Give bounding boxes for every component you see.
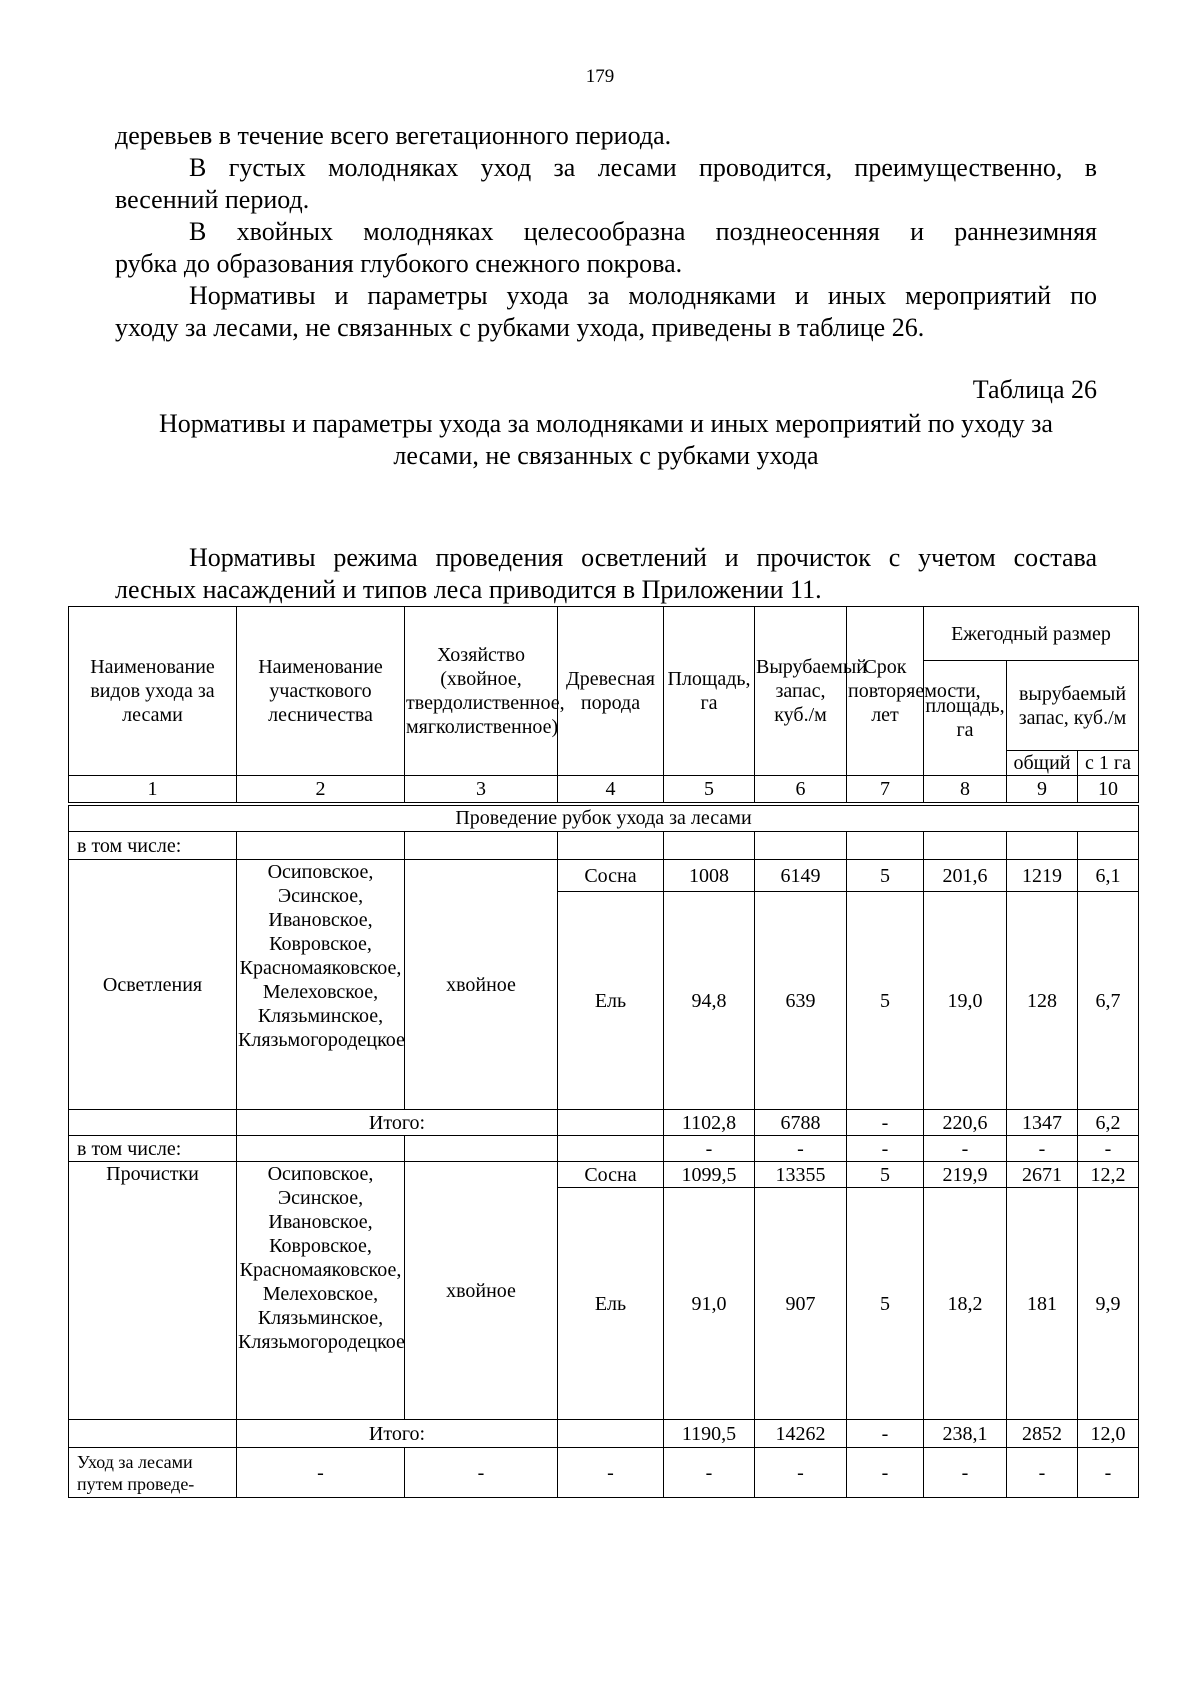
- total-annual-area: 238,1: [924, 1420, 1007, 1448]
- dash: -: [847, 1136, 924, 1162]
- header-annual-size: Ежегодный размер: [924, 607, 1139, 661]
- stock: 6149: [755, 860, 847, 892]
- dash: -: [755, 1448, 847, 1498]
- stock: 639: [755, 892, 847, 1110]
- species: Сосна: [558, 1162, 664, 1188]
- col-number: 4: [558, 776, 664, 804]
- header-area: Площадь, га: [664, 607, 755, 776]
- col-number: 3: [405, 776, 558, 804]
- header-kind: Наименование видов ухода за лесами: [69, 607, 237, 776]
- header-annual-area: площадь, га: [924, 661, 1007, 776]
- total-label: Итого:: [237, 1420, 558, 1448]
- species: Сосна: [558, 860, 664, 892]
- period: 5: [847, 892, 924, 1110]
- kind-name: Прочистки: [69, 1162, 237, 1420]
- area: 94,8: [664, 892, 755, 1110]
- paragraph-1: деревьев в течение всего вегетационного периода.: [115, 121, 672, 150]
- col-number: 7: [847, 776, 924, 804]
- annual-area: 219,9: [924, 1162, 1007, 1188]
- header-per-ha: с 1 га: [1078, 751, 1139, 776]
- total-area: 1102,8: [664, 1110, 755, 1136]
- total-period: -: [847, 1420, 924, 1448]
- total-annual-total: 2852: [1007, 1420, 1078, 1448]
- total-period: -: [847, 1110, 924, 1136]
- total-annual-area: 220,6: [924, 1110, 1007, 1136]
- annual-total: 1219: [1007, 860, 1078, 892]
- annual-total: 181: [1007, 1188, 1078, 1420]
- last-row-label: Уход за лесами путем проведе-: [69, 1448, 237, 1498]
- total-label: Итого:: [237, 1110, 558, 1136]
- table-title-line-2: лесами, не связанных с рубками ухода: [393, 441, 819, 470]
- kind-name: Осветления: [69, 860, 237, 1110]
- annual-per-ha: 12,2: [1078, 1162, 1139, 1188]
- annual-total: 2671: [1007, 1162, 1078, 1188]
- annual-per-ha: 6,1: [1078, 860, 1139, 892]
- period: 5: [847, 1188, 924, 1420]
- annual-per-ha: 6,7: [1078, 892, 1139, 1110]
- dash: -: [755, 1136, 847, 1162]
- total-annual-per-ha: 6,2: [1078, 1110, 1139, 1136]
- period: 5: [847, 860, 924, 892]
- table-number: Таблица 26: [972, 375, 1097, 404]
- area: 1099,5: [664, 1162, 755, 1188]
- total-annual-per-ha: 12,0: [1078, 1420, 1139, 1448]
- col-number: 5: [664, 776, 755, 804]
- area: 1008: [664, 860, 755, 892]
- farm-type: хвойное: [405, 860, 558, 1110]
- col-number: 2: [237, 776, 405, 804]
- col-number: 1: [69, 776, 237, 804]
- species: Ель: [558, 1188, 664, 1420]
- species: Ель: [558, 892, 664, 1110]
- header-farm: Хозяйство (хвойное, твердолиственное, мягколиственное): [405, 607, 558, 776]
- table-title-line-1: Нормативы и параметры ухода за молодняками и иных мероприятий по уходу за: [159, 409, 1053, 438]
- total-stock: 14262: [755, 1420, 847, 1448]
- stock: 907: [755, 1188, 847, 1420]
- total-annual-total: 1347: [1007, 1110, 1078, 1136]
- dash: -: [847, 1448, 924, 1498]
- col-number: 10: [1078, 776, 1139, 804]
- paragraph-4-line-2: уходу за лесами, не связанных с рубками ухода, приведены в таблице 26.: [115, 313, 925, 342]
- header-total: общий: [1007, 751, 1078, 776]
- header-annual-stock: вырубаемый запас, куб./м: [1007, 661, 1139, 751]
- paragraph-3-line-2: рубка до образования глубокого снежного покрова.: [115, 249, 683, 278]
- period: 5: [847, 1162, 924, 1188]
- annual-per-ha: 9,9: [1078, 1188, 1139, 1420]
- annual-total: 128: [1007, 892, 1078, 1110]
- farm-type: хвойное: [405, 1162, 558, 1420]
- paragraph-3-line-1: В хвойных молодняках целесообразна позднеосенняя и раннезимняя: [189, 217, 1097, 246]
- total-area: 1190,5: [664, 1420, 755, 1448]
- annual-area: 201,6: [924, 860, 1007, 892]
- header-forestry: Наименование участкового лесничества: [237, 607, 405, 776]
- col-number: 8: [924, 776, 1007, 804]
- paragraph-2-line-2: весенний период.: [115, 185, 310, 214]
- annual-area: 18,2: [924, 1188, 1007, 1420]
- dash: -: [664, 1136, 755, 1162]
- including-label: в том числе:: [69, 832, 237, 860]
- header-species: Древесная порода: [558, 607, 664, 776]
- stock: 13355: [755, 1162, 847, 1188]
- section-title: Проведение рубок ухода за лесами: [69, 804, 1139, 832]
- col-number: 6: [755, 776, 847, 804]
- dash: -: [405, 1448, 558, 1498]
- col-number: 9: [1007, 776, 1078, 804]
- norms-table-body: [68, 606, 1139, 1498]
- dash: -: [1078, 1448, 1139, 1498]
- paragraph-2-line-1: В густых молодняках уход за лесами проводится, преимущественно, в: [189, 153, 1097, 182]
- total-stock: 6788: [755, 1110, 847, 1136]
- dash: -: [924, 1136, 1007, 1162]
- dash: -: [1007, 1448, 1078, 1498]
- page-number: 179: [585, 66, 615, 87]
- forestry-list: Осиповское, Эсинское, Ивановское, Ковровское, Красномаяковское, Мелеховское, Клязьминское, Клязьмогородецкое: [237, 1162, 405, 1420]
- paragraph-5-line-2: лесных насаждений и типов леса приводится в Приложении 11.: [115, 575, 822, 604]
- dash: -: [1078, 1136, 1139, 1162]
- dash: -: [558, 1448, 664, 1498]
- annual-area: 19,0: [924, 892, 1007, 1110]
- including-label: в том числе:: [69, 1136, 237, 1162]
- dash: -: [664, 1448, 755, 1498]
- paragraph-4-line-1: Нормативы и параметры ухода за молодняками и иных мероприятий по: [189, 281, 1097, 310]
- area: 91,0: [664, 1188, 755, 1420]
- forestry-list: Осиповское, Эсинское, Ивановское, Ковровское, Красномаяковское, Мелеховское, Клязьминское, Клязьмогородецкое: [237, 860, 405, 1110]
- dash: -: [237, 1448, 405, 1498]
- dash: -: [1007, 1136, 1078, 1162]
- paragraph-5-line-1: Нормативы режима проведения осветлений и прочисток с учетом состава: [189, 543, 1097, 572]
- dash: -: [924, 1448, 1007, 1498]
- header-stock: Вырубаемый запас, куб./м: [755, 607, 847, 776]
- header-period: Срок повторяемости, лет: [847, 607, 924, 776]
